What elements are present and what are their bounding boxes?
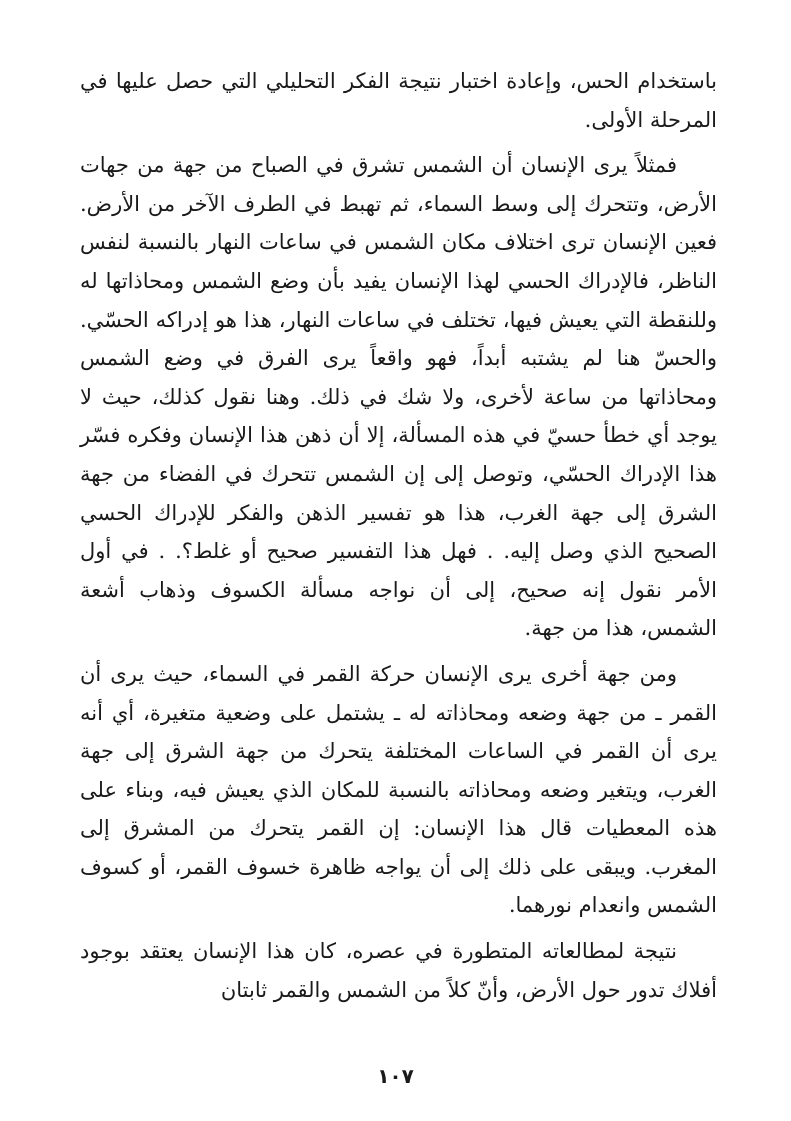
paragraph-4: نتيجة لمطالعاته المتطورة في عصره، كان هذا الإنسان يعتقد بوجود أفلاك تدور حول الأرض، وأنّ كلاً من الشمس والقمر ثابتان — [80, 939, 717, 1002]
paragraph-2: فمثلاً يرى الإنسان أن الشمس تشرق في الصباح من جهة من جهات الأرض، وتتحرك إلى وسط السماء، ثم تهبط في الطرف الآخر من الأرض. فعين الإنسان ترى اختلاف مكان الشمس في ساعات النهار بالنسبة لنفس الناظر، فالإدراك الحسي لهذا الإنسان يفيد بأن وضع الشمس ومحاذاتها له وللنقطة التي يعيش فيها، تختلف في ساعات النهار، هذا هو إدراكه الحسّي. والحسّ هنا لم يشتبه أبداً، فهو واقعاً يرى الفرق في وضع الشمس ومحاذاتها من ساعة لأخرى، ولا شك في ذلك. وهنا نقول كذلك، حيث لا يوجد أي خطأ حسيّ في هذه المسألة، إلا أن ذهن هذا الإنسان وفكره فسّر هذا الإدراك الحسّي، وتوصل إلى إن الشمس تتحرك في الفضاء من جهة الشرق إلى جهة الغرب، هذا هو تفسير الذهن والفكر للإدراك الحسي الصحيح الذي وصل إليه. . فهل هذا التفسير صحيح أو غلط؟. . في أول الأمر نقول إنه صحيح، إلى أن نواجه مسألة الكسوف وذهاب أشعة الشمس، هذا من جهة. — [80, 153, 717, 641]
page-number: ١٠٧ — [377, 1064, 414, 1088]
page-body — [80, 62, 717, 1009]
paragraph-3: ومن جهة أخرى يرى الإنسان حركة القمر في السماء، حيث يرى أن القمر ـ من جهة وضعه ومحاذاته له ـ يشتمل على وضعية متغيرة، أي أنه يرى أن القمر في الساعات المختلفة يتحرك من جهة الشرق إلى جهة الغرب، ويتغير وضعه ومحاذاته بالنسبة للمكان الذي يعيش فيه، وبناء على هذه المعطيات قال هذا الإنسان: إن القمر يتحرك من المشرق إلى المغرب. ويبقى على ذلك إلى أن يواجه ظاهرة خسوف القمر، أو كسوف الشمس وانعدام نورهما. — [80, 661, 717, 918]
paragraph-1: باستخدام الحس، وإعادة اختبار نتيجة الفكر التحليلي التي حصل عليها في المرحلة الأولى. — [80, 69, 717, 132]
